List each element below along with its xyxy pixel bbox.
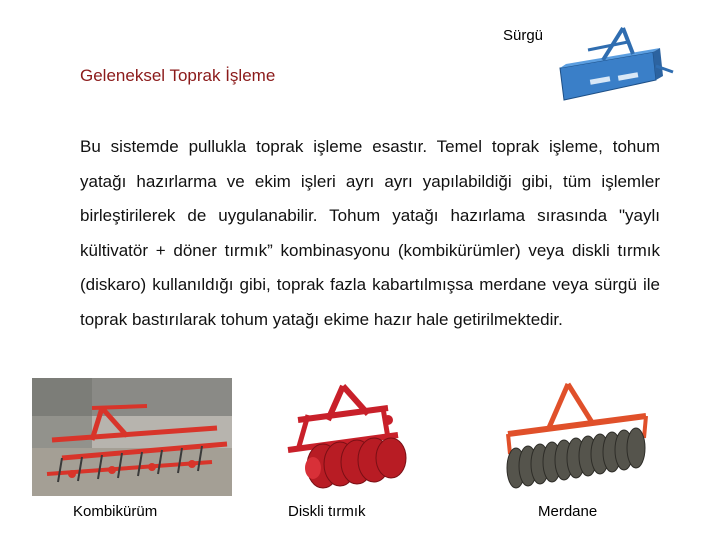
surgu-caption: Sürgü <box>503 27 544 44</box>
roller-implement-photo <box>498 376 653 496</box>
page-title: Geleneksel Toprak İşleme <box>80 66 276 85</box>
kombikurum-caption: Kombikürüm <box>73 503 158 520</box>
merdane-caption: Merdane <box>538 503 598 520</box>
body-paragraph: Bu sistemde pullukla toprak işleme esastır. Temel toprak işleme, tohum yatağı hazırlarma ve ekim işleri ayrı ayrı yapılabildiği gibi, tüm işlemler birleştirilerek de uygulanabilir. Tohum yatağı hazırlama sırasında "yaylı kültivatör + döner tırmık” kombinasyonu (kombikürümler) veya diskli tırmık (diskaro) kullanıldığı gibi, toprak fazla kabartılmışsa merdane veya sürgü ile toprak bastırılarak tohum yatağı ekime hazır hale getirilmektedir. <box>80 137 660 329</box>
leveler-implement-photo <box>548 20 678 105</box>
disc-harrow-photo <box>258 380 413 498</box>
cultivator-implement-photo <box>32 378 232 496</box>
diskli-tirmik-caption: Diskli tırmık <box>288 503 366 520</box>
